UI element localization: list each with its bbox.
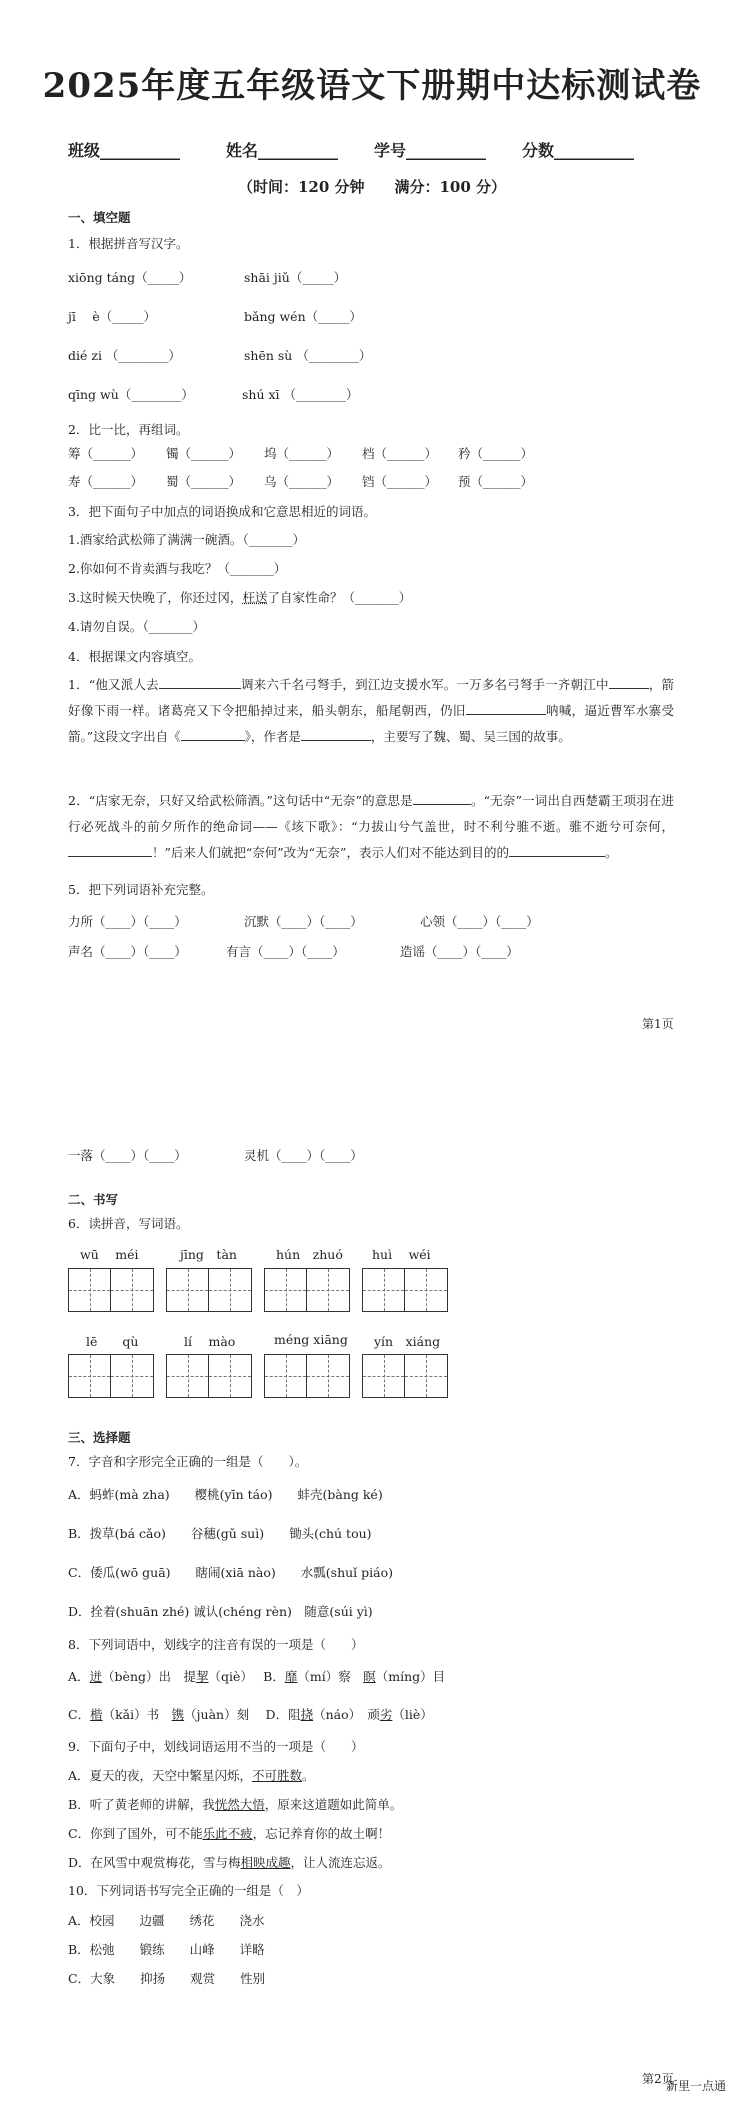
compare-item: 筹（______） bbox=[68, 446, 144, 461]
pinyin-label: hún zhuó bbox=[276, 1247, 343, 1262]
answer-blank: （_______） bbox=[242, 532, 305, 547]
compare-item: 档（______） bbox=[362, 446, 438, 461]
idiom-item: 灵机（____）（____） bbox=[244, 1148, 363, 1163]
option-item[interactable]: B．拨草(bá cǎo) 谷穗(gǔ suì) 锄头(chú tou) bbox=[68, 1526, 372, 1541]
question-stem: 8．下列词语中，划线字的注音有误的一项是（ ） bbox=[68, 1637, 364, 1652]
writing-grid[interactable] bbox=[362, 1354, 448, 1398]
pinyin-label: jīng tàn bbox=[180, 1247, 237, 1262]
compare-item: 坞（______） bbox=[264, 446, 340, 461]
idiom-item: 声名（____）（____） bbox=[68, 944, 187, 959]
sentence-text: 4.请勿自误。 bbox=[68, 619, 143, 634]
student-id-field: 学号__________ bbox=[374, 141, 487, 160]
option-item[interactable]: B．松弛 锻练 山峰 详略 bbox=[68, 1942, 265, 1957]
writing-grid[interactable] bbox=[68, 1268, 154, 1312]
option-item[interactable]: A．夏天的夜，天空中繁星闪烁，不可胜数。 bbox=[68, 1768, 315, 1783]
sentence-text: 3.这时候天快晚了，你还过冈， bbox=[68, 590, 243, 605]
writing-grid[interactable] bbox=[166, 1354, 252, 1398]
section-heading: 三、选择题 bbox=[68, 1430, 131, 1445]
writing-grid[interactable] bbox=[264, 1354, 350, 1398]
writing-grid[interactable] bbox=[166, 1268, 252, 1312]
compare-item: 铛（______） bbox=[362, 474, 438, 489]
sentence-item bbox=[68, 530, 305, 548]
pinyin-item: shēn sù （________） bbox=[244, 348, 372, 363]
compare-item: 矜（______） bbox=[458, 446, 534, 461]
question-stem: 1．根据拼音写汉字。 bbox=[68, 236, 189, 251]
question-stem: 10．下列词语书写完全正确的一组是（ ） bbox=[68, 1883, 309, 1898]
question-stem: 5．把下列词语补充完整。 bbox=[68, 882, 214, 897]
compare-item: 蜀（______） bbox=[166, 474, 242, 489]
page-number: 第1页 bbox=[642, 1017, 674, 1031]
pinyin-label: huì wéi bbox=[372, 1247, 431, 1262]
answer-blank: （_______） bbox=[142, 619, 205, 634]
section-heading: 一、填空题 bbox=[68, 210, 131, 225]
question-stem: 9．下面句子中，划线词语运用不当的一项是（ ） bbox=[68, 1739, 364, 1754]
compare-item: 寿（______） bbox=[68, 474, 144, 489]
option-item[interactable]: C．大象 抑扬 观赏 性别 bbox=[68, 1971, 266, 1986]
question-stem: 7．字音和字形完全正确的一组是（ ）。 bbox=[68, 1454, 308, 1469]
watermark: 新里一点通 bbox=[666, 2079, 727, 2093]
option-item[interactable]: C．倭瓜(wō guā) 瞎闹(xiā nào) 水瓢(shuǐ piáo) bbox=[68, 1565, 393, 1580]
score-field: 分数__________ bbox=[522, 141, 635, 160]
idiom-item: 一落（____）（____） bbox=[68, 1148, 187, 1163]
writing-grid[interactable] bbox=[68, 1354, 154, 1398]
sentence-text: 2.你如何不肯卖酒与我吃？ bbox=[68, 561, 218, 576]
idiom-item: 造谣（____）（____） bbox=[400, 944, 519, 959]
option-item[interactable]: C．你到了国外，可不能乐此不疲，忘记养育你的故土啊！ bbox=[68, 1826, 391, 1841]
exam-meta: （时间：120 分钟 满分：100 分） bbox=[237, 178, 507, 196]
page-title: 2025年度五年级语文下册期中达标测试卷 bbox=[42, 66, 702, 106]
question-stem: 3．把下面句子中加点的词语换成和它意思相近的词语。 bbox=[68, 504, 376, 519]
pinyin-item: jī è（_____） bbox=[68, 309, 156, 324]
idiom-item: 力所（____）（____） bbox=[68, 914, 187, 929]
pinyin-item: shú xī （________） bbox=[242, 387, 359, 402]
compare-item: 镯（______） bbox=[166, 446, 242, 461]
pinyin-label: wū méi bbox=[80, 1247, 139, 1262]
fill-paragraph-1: 1．“他又派人去 调来六千名弓弩手，到江边支援水军。一万多名弓弩手一齐朝江中 ，箭好像下雨一样。诸葛亮又下令把船掉过来，船头朝东，船尾朝西，仍旧 呐喊，逼近曹军水寨受箭。”这段文字出自《 》，作者是 ，主要写了魏、蜀、吴三国的故事。 bbox=[68, 677, 674, 744]
idiom-item: 心领（____）（____） bbox=[420, 914, 539, 929]
pinyin-item: xiōng táng（_____） bbox=[68, 270, 192, 285]
pinyin-item: shāi jiǔ（_____） bbox=[244, 270, 347, 285]
writing-grid[interactable] bbox=[264, 1268, 350, 1312]
pinyin-label: lē qù bbox=[86, 1334, 139, 1349]
pinyin-label: yín xiáng bbox=[374, 1334, 441, 1349]
answer-blank: （_______） bbox=[342, 590, 412, 605]
pinyin-item: qīng wù（________） bbox=[68, 387, 194, 402]
sentence-text: 了自家性命？ bbox=[267, 590, 343, 605]
idiom-item: 有言（____）（____） bbox=[226, 944, 345, 959]
pinyin-item: bǎng wén（_____） bbox=[244, 309, 362, 324]
writing-grid[interactable] bbox=[362, 1268, 448, 1312]
option-item[interactable]: D．在风雪中观赏梅花，雪与梅相映成趣，让人流连忘返。 bbox=[68, 1855, 391, 1870]
question-stem: 6．读拼音，写词语。 bbox=[68, 1216, 189, 1231]
option-item[interactable]: A．蚂蚱(mà zha) 樱桃(yīn táo) 蚌壳(bàng ké) bbox=[68, 1487, 383, 1502]
question-stem: 4．根据课文内容填空。 bbox=[68, 649, 201, 664]
fill-paragraph-2: 2．“店家无奈，只好又给武松筛酒。”这句话中“无奈”的意思是 。“无奈”一词出自西楚霸王项羽在进行必死战斗的前夕所作的绝命词——《垓下歌》：“力拔山兮气盖世，时不利兮骓不逝。骓不逝兮可奈何，！”后来人们就把“奈何”改为“无奈”，表示人们对不能达到目的的 。 bbox=[68, 793, 674, 860]
page-number: 第2页 bbox=[642, 2072, 674, 2086]
option-row[interactable]: A．迸（bèng）出 提挈（qiè） B．靡（mí）察 瞑（míng）目 bbox=[68, 1669, 446, 1684]
pinyin-label: lí mào bbox=[184, 1334, 236, 1349]
name-field: 姓名__________ bbox=[226, 141, 339, 160]
pinyin-item: dié zi （________） bbox=[68, 348, 181, 363]
answer-blank: （_______） bbox=[217, 561, 287, 576]
question-stem: 2．比一比，再组词。 bbox=[68, 422, 189, 437]
pinyin-label: méng xiāng bbox=[274, 1332, 348, 1347]
compare-item: 乌（______） bbox=[264, 474, 340, 489]
dotted-word: 枉送 bbox=[242, 590, 268, 605]
sentence-item bbox=[68, 588, 411, 606]
sentence-item bbox=[68, 617, 205, 635]
sentence-item bbox=[68, 559, 286, 577]
option-item[interactable]: A．校园 边疆 绣花 浇水 bbox=[68, 1913, 265, 1928]
idiom-item: 沉默（____）（____） bbox=[244, 914, 363, 929]
option-row[interactable]: C．楷（kǎi）书 镌（juàn）刻 D．阻挠（náo） 顽劣（liè） bbox=[68, 1707, 433, 1722]
sentence-text: 1.酒家给武松筛了满满一碗酒。 bbox=[68, 532, 243, 547]
class-field: 班级__________ bbox=[68, 141, 181, 160]
option-item[interactable]: D．拴着(shuān zhé) 诚认(chéng rèn) 随意(súi yì) bbox=[68, 1604, 373, 1619]
section-heading: 二、书写 bbox=[68, 1192, 119, 1207]
compare-item: 预（______） bbox=[458, 474, 534, 489]
option-item[interactable]: B．听了黄老师的讲解，我恍然大悟，原来这道题如此简单。 bbox=[68, 1797, 403, 1812]
